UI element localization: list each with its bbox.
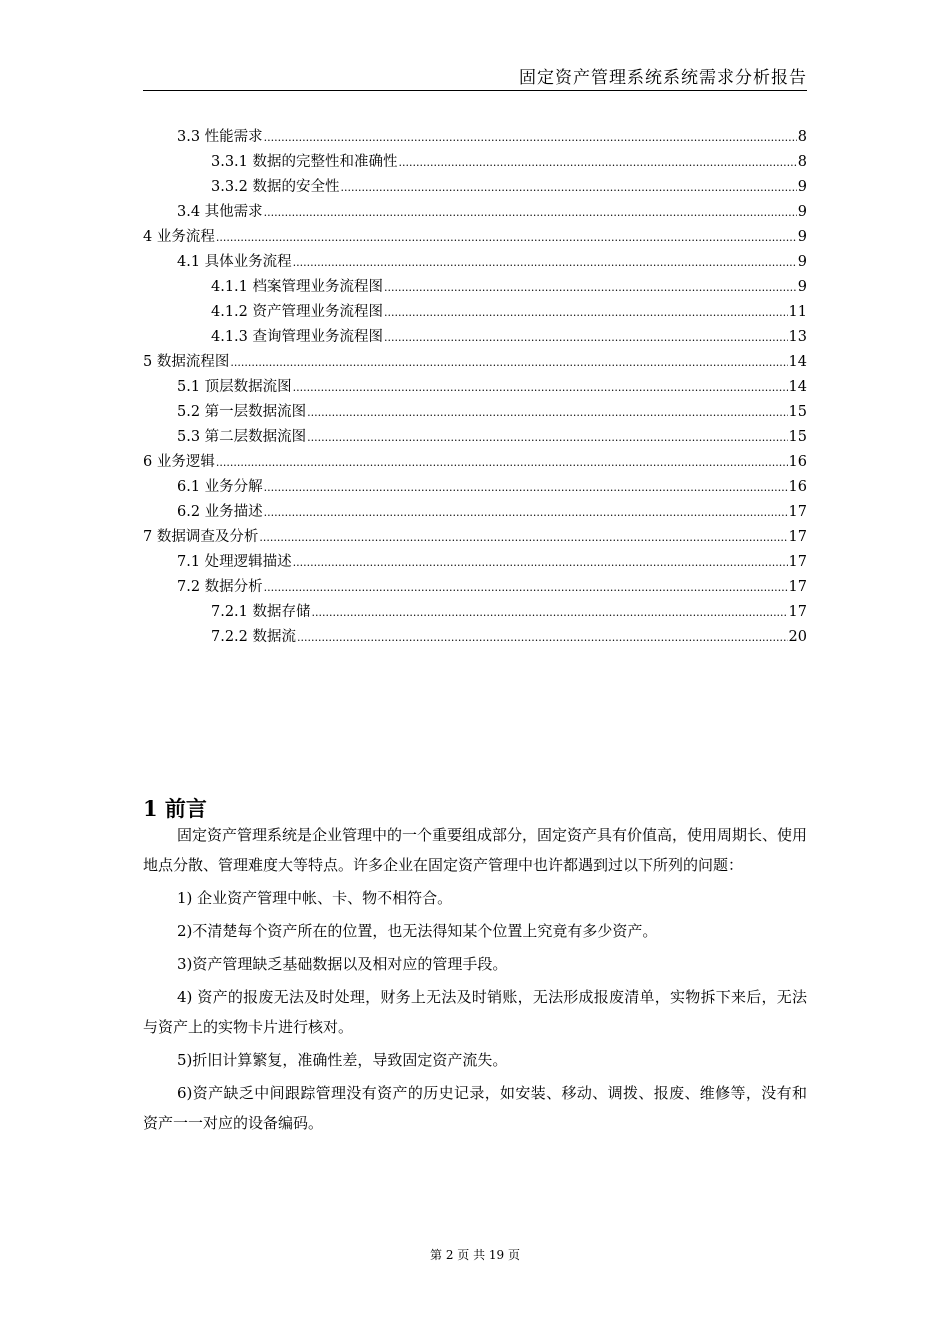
toc-label: 3.3.2 数据的安全性: [211, 179, 340, 195]
toc-leader-dots: [307, 425, 787, 450]
toc-leader-dots: [293, 375, 788, 400]
toc-leader-dots: [216, 450, 788, 475]
toc-entry[interactable]: [143, 425, 807, 450]
toc-entry[interactable]: [143, 475, 807, 500]
header-title: 固定资产管理系统系统需求分析报告: [519, 68, 807, 88]
toc-entry[interactable]: [143, 600, 807, 625]
toc-label: 5.1 顶层数据流图: [177, 379, 292, 395]
section-heading: 1 前言: [143, 796, 207, 821]
toc-page-number: 14: [788, 379, 807, 395]
toc-page-number: 9: [797, 229, 807, 245]
toc-leader-dots: [399, 150, 797, 175]
toc-label: 7.2.1 数据存储: [211, 604, 311, 620]
toc-page-number: 17: [788, 504, 807, 520]
toc-label: 7.2 数据分析: [177, 579, 263, 595]
toc-entry[interactable]: [143, 550, 807, 575]
toc-entry[interactable]: [143, 200, 807, 225]
toc-label: 5.2 第一层数据流图: [177, 404, 307, 420]
toc-page-number: 17: [788, 579, 807, 595]
toc-page-number: 17: [788, 554, 807, 570]
toc-entry[interactable]: [143, 500, 807, 525]
toc-leader-dots: [293, 250, 797, 275]
toc-page-number: 20: [788, 629, 807, 645]
toc-label: 4.1 具体业务流程: [177, 254, 292, 270]
toc-leader-dots: [259, 525, 787, 550]
page-footer: 第 2 页 共 19 页: [430, 1248, 520, 1262]
toc-entry[interactable]: [143, 250, 807, 275]
toc-label: 4.1.1 档案管理业务流程图: [211, 279, 384, 295]
toc-leader-dots: [312, 600, 788, 625]
toc-leader-dots: [264, 500, 788, 525]
toc-entry[interactable]: [143, 125, 807, 150]
toc-entry[interactable]: [143, 450, 807, 475]
toc-label: 7 数据调查及分析: [143, 529, 259, 545]
toc-page-number: 9: [797, 179, 807, 195]
toc-page-number: 8: [797, 154, 807, 170]
toc-page-number: 9: [797, 279, 807, 295]
toc-page-number: 9: [797, 254, 807, 270]
page-header: [143, 64, 807, 91]
toc-entry[interactable]: [143, 175, 807, 200]
toc-entry[interactable]: [143, 325, 807, 350]
section-body: [143, 820, 807, 1138]
problem-item: 5)折旧计算繁复，准确性差，导致固定资产流失。: [177, 1051, 508, 1069]
toc-page-number: 16: [788, 454, 807, 470]
toc-label: 3.3 性能需求: [177, 129, 263, 145]
toc-leader-dots: [264, 475, 788, 500]
toc-page-number: 16: [788, 479, 807, 495]
toc-entry[interactable]: [143, 275, 807, 300]
toc-page-number: 17: [788, 604, 807, 620]
toc-page-number: 9: [797, 204, 807, 220]
toc-label: 4 业务流程: [143, 229, 215, 245]
toc-page-number: 15: [788, 404, 807, 420]
problem-item: 2)不清楚每个资产所在的位置，也无法得知某个位置上究竟有多少资产。: [177, 922, 658, 940]
toc-label: 6 业务逻辑: [143, 454, 215, 470]
toc-leader-dots: [384, 275, 797, 300]
problem-item: 3)资产管理缺乏基础数据以及相对应的管理手段。: [177, 955, 508, 973]
toc-leader-dots: [293, 550, 788, 575]
problem-item: 1) 企业资产管理中帐、卡、物不相符合。: [177, 889, 453, 907]
toc-entry[interactable]: [143, 625, 807, 650]
toc-label: 3.4 其他需求: [177, 204, 263, 220]
toc-label: 5.3 第二层数据流图: [177, 429, 307, 445]
toc-leader-dots: [384, 300, 788, 325]
toc-page-number: 14: [788, 354, 807, 370]
toc-leader-dots: [216, 225, 797, 250]
problem-item: 4) 资产的报废无法及时处理，财务上无法及时销账，无法形成报废清单，实物拆下来后，无法与资产上的实物卡片进行核对。: [143, 988, 807, 1036]
toc-label: 7.2.2 数据流: [211, 629, 297, 645]
toc-entry[interactable]: [143, 375, 807, 400]
toc-leader-dots: [384, 325, 788, 350]
toc-label: 4.1.2 资产管理业务流程图: [211, 304, 384, 320]
toc-entry[interactable]: [143, 525, 807, 550]
problem-item: 6)资产缺乏中间跟踪管理没有资产的历史记录，如安装、移动、调拨、报废、维修等，没有和资产一一对应的设备编码。: [143, 1084, 807, 1132]
toc-leader-dots: [297, 625, 788, 650]
toc-entry[interactable]: [143, 150, 807, 175]
toc-entry[interactable]: [143, 300, 807, 325]
toc-leader-dots: [264, 125, 797, 150]
toc-page-number: 17: [788, 529, 807, 545]
toc-leader-dots: [230, 350, 787, 375]
toc-entry[interactable]: [143, 400, 807, 425]
toc-label: 3.3.1 数据的完整性和准确性: [211, 154, 398, 170]
intro-paragraph: 固定资产管理系统是企业管理中的一个重要组成部分，固定资产具有价值高，使用周期长、使用地点分散、管理难度大等特点。许多企业在固定资产管理中也许都遇到过以下所列的问题：: [143, 826, 808, 874]
toc-label: 4.1.3 查询管理业务流程图: [211, 329, 384, 345]
toc-page-number: 11: [788, 304, 807, 320]
toc-entry[interactable]: [143, 575, 807, 600]
toc-entry[interactable]: [143, 350, 807, 375]
toc-leader-dots: [307, 400, 787, 425]
toc-label: 5 数据流程图: [143, 354, 230, 370]
toc-leader-dots: [264, 200, 797, 225]
toc-leader-dots: [341, 175, 797, 200]
toc-label: 6.1 业务分解: [177, 479, 263, 495]
toc-page-number: 15: [788, 429, 807, 445]
toc-page-number: 8: [797, 129, 807, 145]
toc-label: 7.1 处理逻辑描述: [177, 554, 292, 570]
toc-page-number: 13: [788, 329, 807, 345]
table-of-contents: [143, 125, 807, 650]
toc-label: 6.2 业务描述: [177, 504, 263, 520]
toc-leader-dots: [264, 575, 788, 600]
toc-entry[interactable]: [143, 225, 807, 250]
